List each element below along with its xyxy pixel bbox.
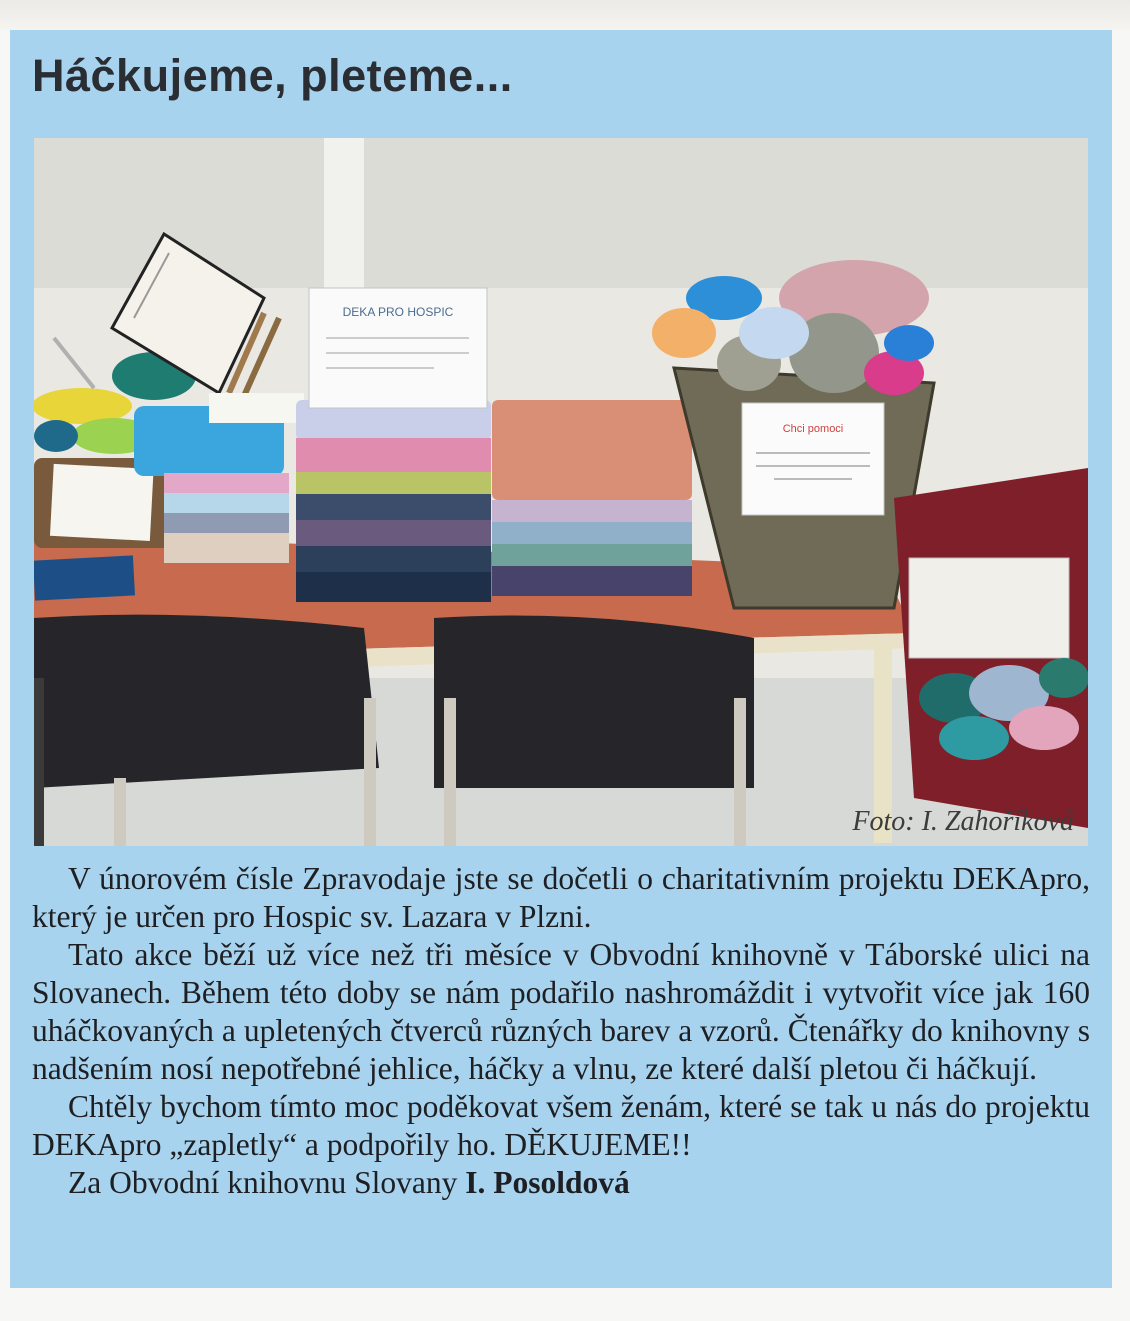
paragraph: Chtěly bychom tímto moc poděkovat všem ženám, které se tak u nás do projektu DEKApro „zapletly“ a podpořily ho. DĚKUJEME!! — [32, 1089, 1090, 1162]
paragraph: V únorovém čísle Zpravodaje jste se dočetli o charitativním projektu DEKApro, který je určen pro Hospic sv. Lazara v Plzni. — [32, 861, 1090, 934]
article-body — [32, 860, 1090, 1202]
signature — [32, 1164, 1090, 1202]
sign-chci-pomoci: Chci pomoci — [782, 423, 844, 435]
article-title: Háčkujeme, pleteme... — [32, 50, 513, 101]
article-panel — [10, 30, 1112, 1288]
photo-illustration — [34, 138, 1088, 846]
paragraph: Tato akce běží už více než tři měsíce v Obvodní knihovně v Táborské ulici na Slovanech. Během této doby se nám podařilo nashromáždit i vytvořit více jak 160 uháčkovaných a upletených čtverců různých barev a vzorů. Čtenářky do knihovny s nadšením nosí nepotřebné jehlice, háčky a vlnu, ze které další pletou či háčkují. — [32, 937, 1090, 1086]
sign-deka-pro-hospic: DEKA PRO HOSPIC — [342, 305, 454, 319]
signature-prefix: Za Obvodní knihovnu Slovany — [68, 1165, 458, 1200]
page-top-strip — [0, 0, 1130, 30]
article-photo — [34, 138, 1088, 846]
signature-author: I. Posoldová — [465, 1165, 630, 1200]
photo-credit: Foto: I. Zahoříková — [852, 806, 1074, 837]
